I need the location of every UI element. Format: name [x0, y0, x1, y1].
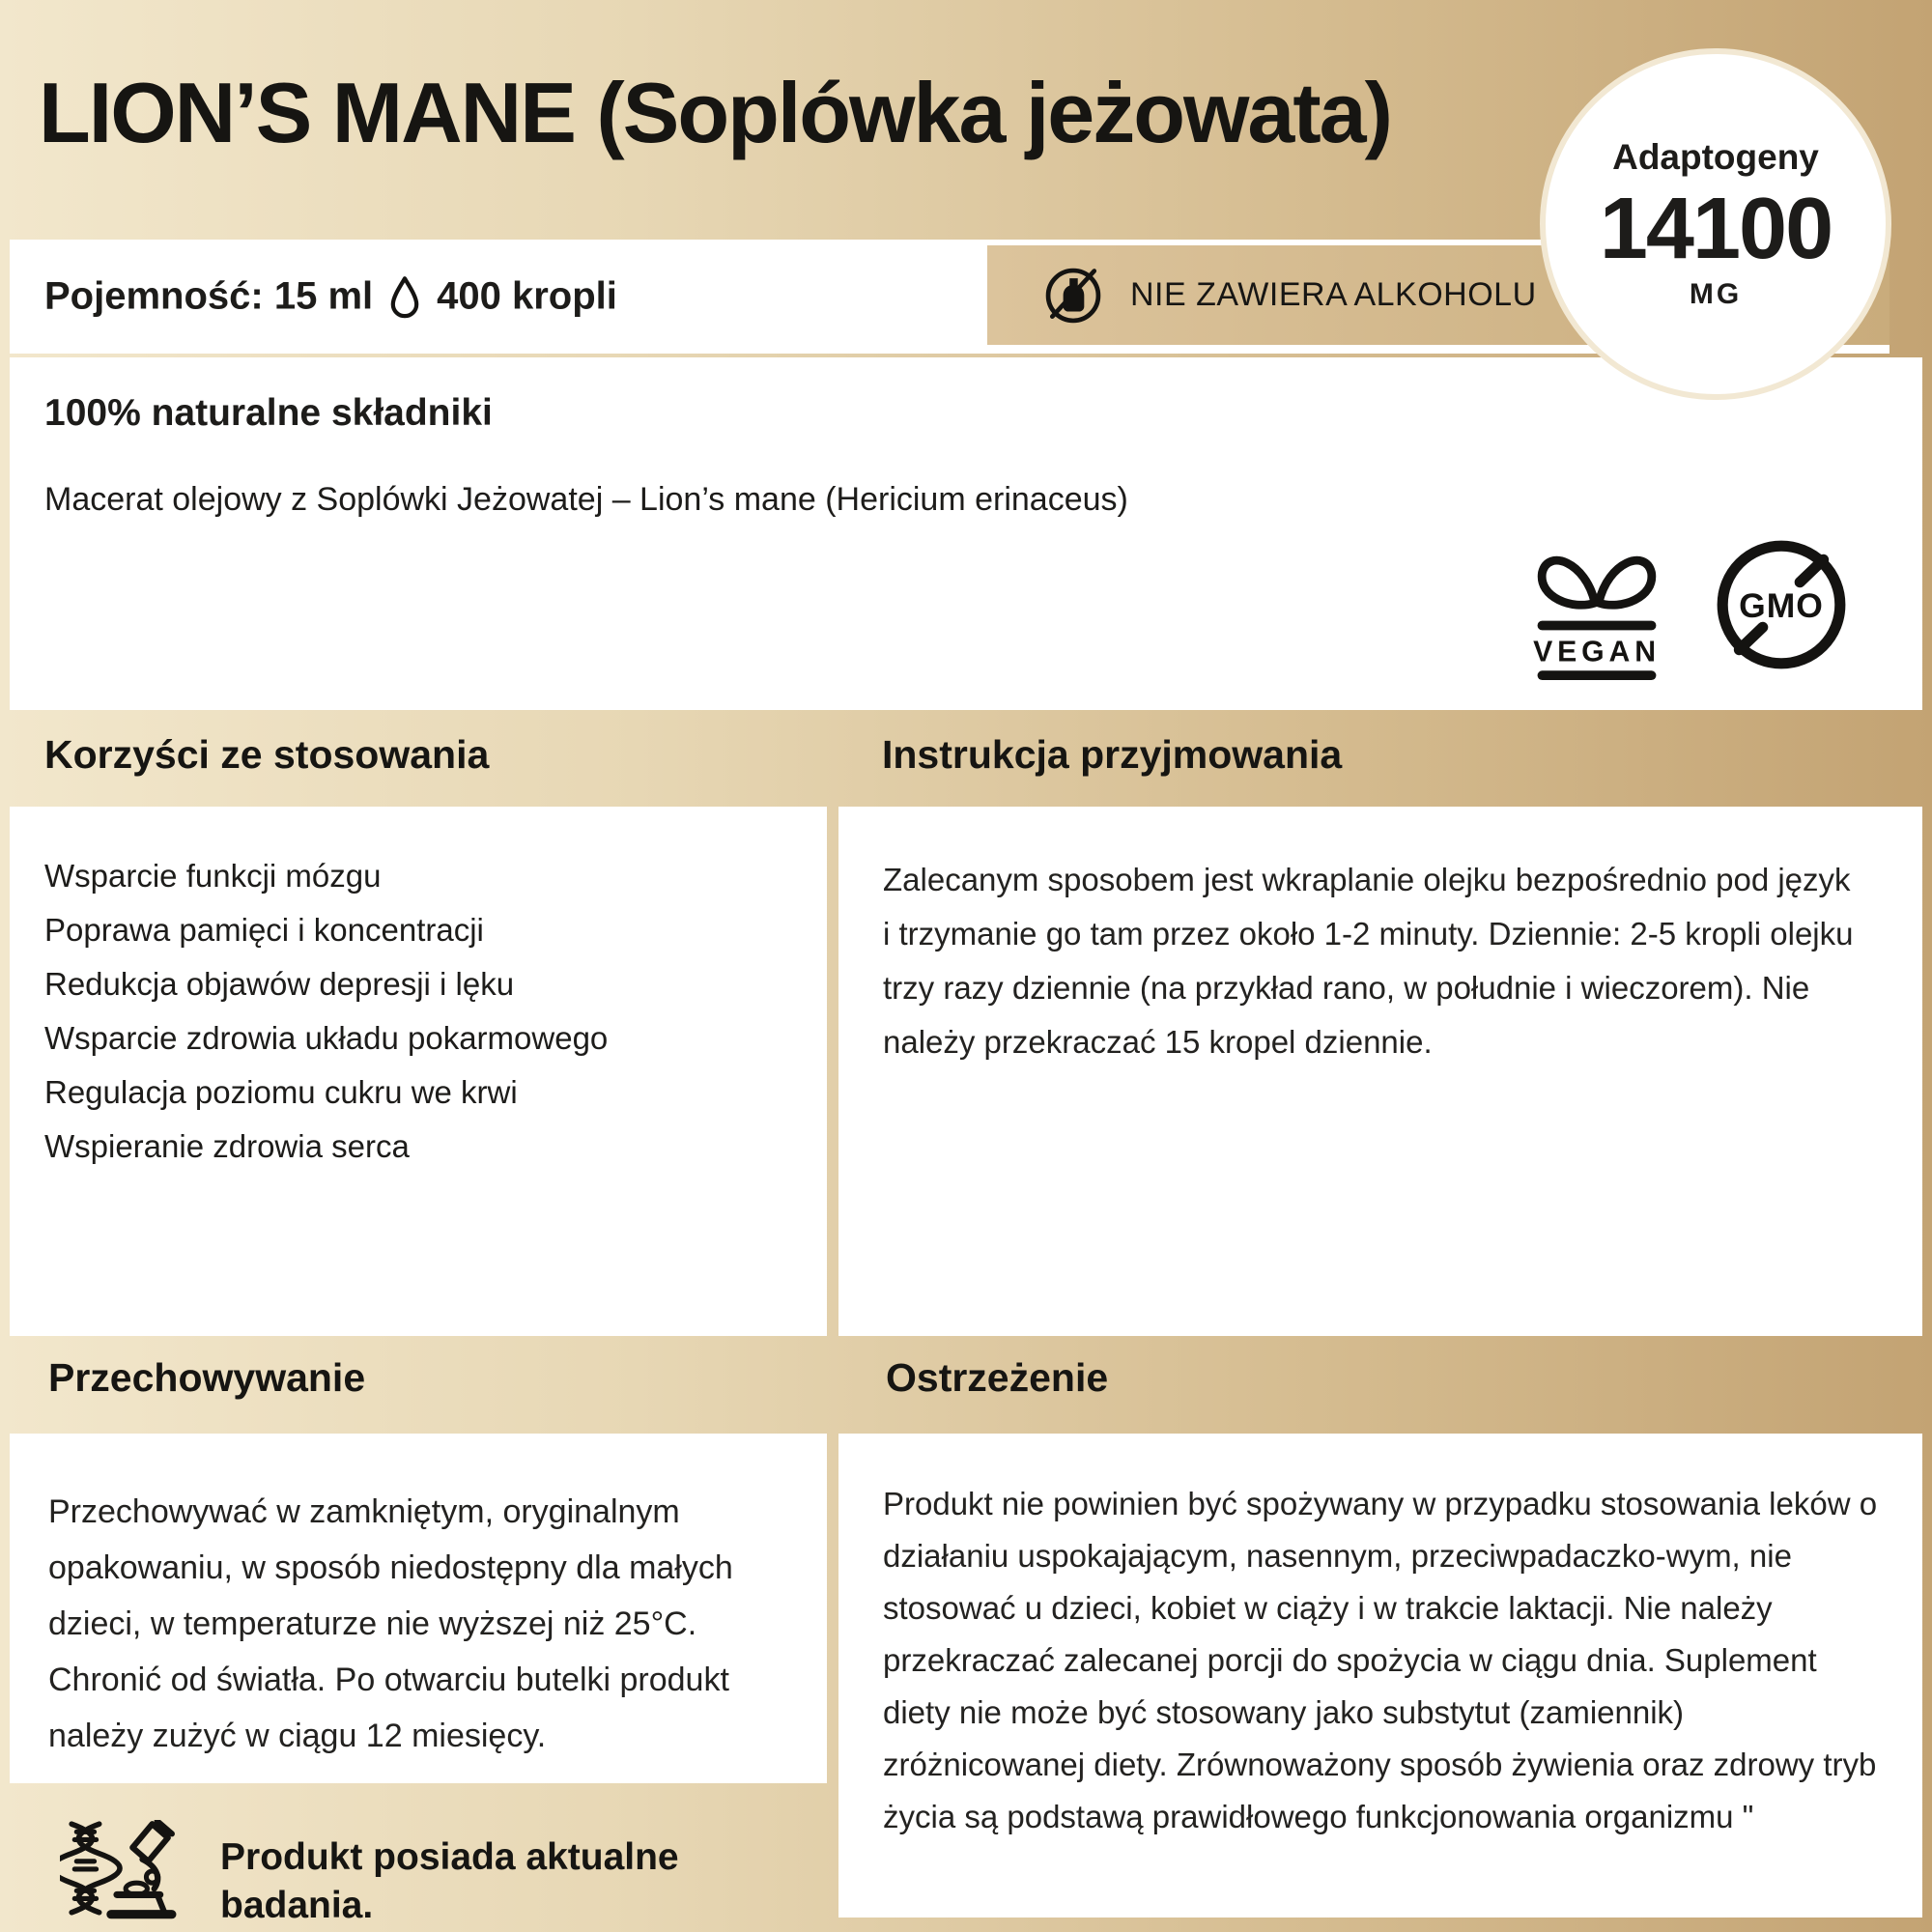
warning-heading: Ostrzeżenie [886, 1355, 1109, 1400]
benefits-heading: Korzyści ze stosowania [44, 732, 490, 777]
droplet-icon [388, 275, 421, 319]
instructions-heading: Instrukcja przyjmowania [882, 732, 1343, 777]
ingredients-heading: 100% naturalne składniki [44, 392, 493, 434]
dna-microscope-icon [60, 1820, 178, 1922]
gmo-free-icon [1710, 533, 1853, 676]
svg-text:VEGAN: VEGAN [1533, 636, 1661, 668]
storage-text: Przechowywać w zamkniętym, oryginalnym opakowaniu, w sposób niedostępny dla małych dzieci, w temperaturze nie wyższej niż 25°C. Chronić od światła. Po otwarciu butelki produkt należy zużyć w ciągu 12 miesięcy. [48, 1493, 733, 1754]
storage-panel [10, 1434, 827, 1783]
ingredients-description: Macerat olejowy z Soplówki Jeżowatej – Lion’s mane (Hericium erinaceus) [44, 481, 1128, 518]
benefit-item: Regulacja poziomu cukru we krwi [44, 1074, 518, 1110]
adaptogen-badge [1540, 48, 1891, 400]
capacity-suffix: 400 kropli [437, 274, 617, 318]
capacity-prefix: Pojemność: 15 ml [44, 274, 374, 318]
storage-heading: Przechowywanie [48, 1355, 366, 1400]
benefit-item: Wspieranie zdrowia serca [44, 1128, 410, 1164]
research-note-row [60, 1820, 761, 1930]
no-alcohol-icon [1041, 264, 1105, 327]
benefit-item: Wsparcie funkcji mózgu [44, 858, 382, 894]
vegan-icon [1530, 531, 1663, 682]
capacity-text [44, 275, 617, 319]
no-alcohol-label: NIE ZAWIERA ALKOHOLU [1130, 276, 1537, 313]
benefit-item: Redukcja objawów depresji i lęku [44, 966, 515, 1002]
research-note: Produkt posiada aktualne badania. [220, 1836, 679, 1926]
benefit-item: Poprawa pamięci i koncentracji [44, 912, 484, 948]
warning-text: Produkt nie powinien być spożywany w przypadku stosowania leków o działaniu uspokajającym, nasennym, przeciwpadaczko-wym, nie stosować u dzieci, kobiet w ciąży i w trakcie laktacji. Nie należy przekraczać zalecanej porcji do spożycia w ciągu dnia. Suplement diety nie może być stosowany jako substytut (zamiennik) zróżnicowanej diety. Zrównoważony sposób żywienia oraz zdrowy tryb życia są podstawą prawidłowego funkcjonowania organizmu " [883, 1486, 1878, 1834]
svg-text:GMO: GMO [1739, 586, 1824, 626]
instructions-text: Zalecanym sposobem jest wkraplanie olejku bezpośrednio pod język i trzymanie go tam przez około 1-2 minuty. Dziennie: 2-5 kropli olejku trzy razy dziennie (na przykład rano, w południe i wieczorem). Nie należy przekraczać 15 kropel dziennie. [883, 862, 1854, 1060]
benefits-panel [10, 807, 827, 1336]
badge-value: 14100 [1599, 180, 1833, 277]
badge-unit: MG [1689, 278, 1743, 311]
page-title: LION’S MANE (Soplówka jeżowata) [39, 65, 1391, 160]
instructions-panel [838, 807, 1922, 1336]
badge-label: Adaptogeny [1612, 136, 1819, 177]
warning-panel [838, 1434, 1922, 1918]
benefit-item: Wsparcie zdrowia układu pokarmowego [44, 1020, 609, 1056]
